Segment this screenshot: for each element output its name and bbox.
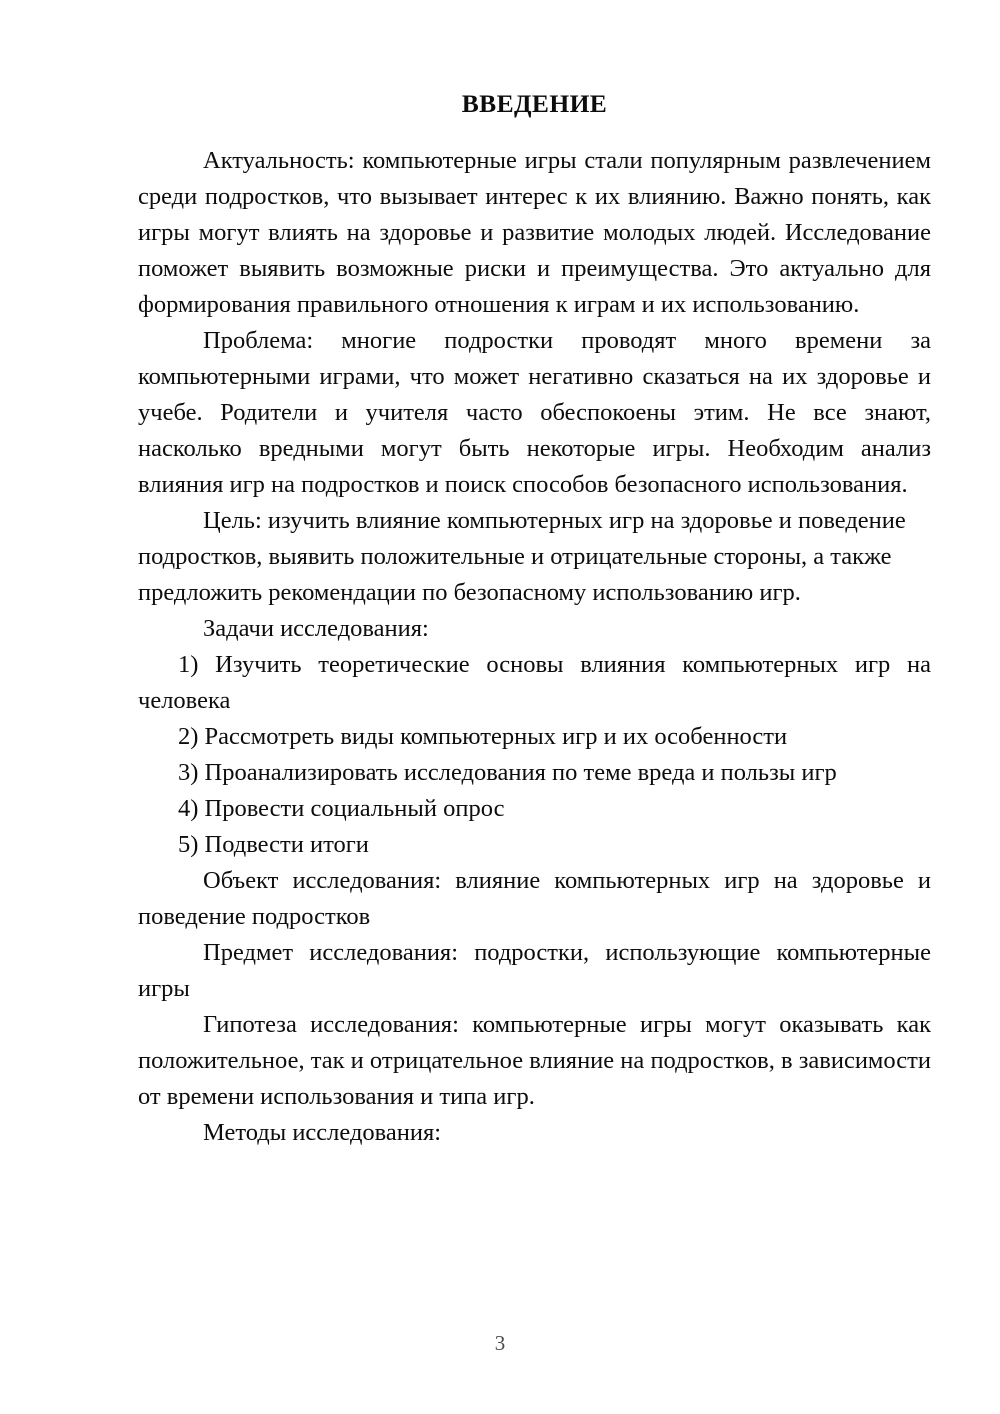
paragraph-problem: Проблема: многие подростки проводят много времени за компьютерными играми, что может негативно сказаться на их здоровье и учебе. Родители и учителя часто обеспокоены этим. Не все знают, насколько вредными могут быть некоторые игры. Необходим анализ влияния игр на подростков и поиск способов безопасного использования. (138, 327, 931, 498)
list-item-task-2: 2) Рассмотреть виды компьютерных игр и их особенности (178, 723, 788, 750)
paragraph-relevance: Актуальность: компьютерные игры стали популярным развлечением среди подростков, что вызывает интерес к их влиянию. Важно понять, как игры могут влиять на здоровье и развитие молодых людей. Исследование поможет выявить возможные риски и преимущества. Это актуально для формирования правильного отношения к играм и их использованию. (138, 147, 931, 318)
page-number: 3 (494, 1331, 506, 1355)
tasks-label: Задачи исследования: (203, 615, 429, 642)
paragraph-object: Объект исследования: влияние компьютерных игр на здоровье и поведение подростков (138, 867, 931, 930)
methods-label: Методы исследования: (203, 1119, 442, 1146)
paragraph-subject: Предмет исследования: подростки, использующие компьютерные игры (138, 939, 931, 1002)
list-item-task-5: 5) Подвести итоги (178, 831, 369, 858)
list-item-task-3: 3) Проанализировать исследования по теме вреда и пользы игр (178, 759, 837, 786)
paragraph-goal: Цель: изучить влияние компьютерных игр на здоровье и поведение подростков, выявить положительные и отрицательные стороны, а также предложить рекомендации по безопасному использованию игр. (138, 507, 906, 606)
list-item-task-4: 4) Провести социальный опрос (178, 795, 505, 822)
document-body (138, 86, 931, 1151)
page-title: ВВЕДЕНИЕ (461, 89, 608, 118)
list-item-task-1: 1) Изучить теоретические основы влияния компьютерных игр на человека (138, 651, 931, 714)
paragraph-hypothesis: Гипотеза исследования: компьютерные игры могут оказывать как положительное, так и отрицательное влияние на подростков, в зависимости от времени использования и типа игр. (138, 1011, 931, 1110)
